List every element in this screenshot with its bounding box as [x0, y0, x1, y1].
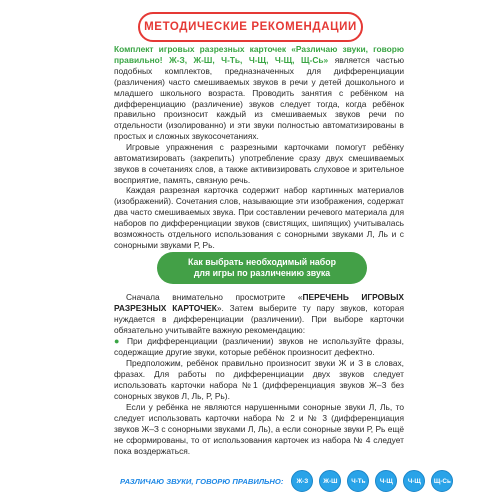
footer-series — [120, 470, 500, 492]
bullet-dot-icon: ● — [114, 336, 123, 346]
title-frame — [138, 12, 363, 42]
paragraph-sonorants: Если у ребёнка не являются нарушенными сонорные звуки Л, Ль, то следует использовать карточки набора № 2 и № 3 (дифференциация звуков Ж–З с сонорными звуками Л, Ль), а если сонорные звуки Р, Рь ещё не сформированы, то от использования карточек из набора № 4 следует пока воздержаться. — [114, 402, 404, 456]
badge-ch-shch: Ч-Щ — [375, 470, 397, 492]
badge-shch-s: Щ-Сь — [431, 470, 453, 492]
badge-zh-z: Ж-З — [291, 470, 313, 492]
page-title: МЕТОДИЧЕСКИЕ РЕКОМЕНДАЦИИ — [144, 21, 357, 33]
catalog-title: ПЕРЕЧЕНЬ ИГРОВЫХ РАЗРЕЗНЫХ КАРТОЧЕК — [114, 292, 404, 313]
paragraph-example: Предположим, ребёнок правильно произносит звуки Ж и З в словах, фразах. Для работы по дифференциации двух звуков следует использовать карточки набора №1 (дифференциация звуков Ж–З без сонорных звуков Л, Ль, Р, Рь). — [114, 358, 404, 401]
paragraph-exercises: Игровые упражнения с разрезными карточками помогут ребёнку автоматизировать (закрепить) употребление сразу двух смешиваемых звуков в сочетаниях слов, а также активизировать слуховое и зрительное восприятие, память, связную речь. — [114, 142, 404, 185]
badge-zh-sh: Ж-Ш — [319, 470, 341, 492]
series-label: РАЗЛИЧАЮ ЗВУКИ, ГОВОРЮ ПРАВИЛЬНО: — [120, 476, 284, 486]
recommendation-bullet — [114, 336, 404, 358]
paragraph-instructions — [114, 292, 404, 336]
intro-text: является частью подобных комплектов, предназначенных для дифференциации (различения) часто смешиваемых звуков в речи у детей дошкольного и младшего школьного возраста. Проводить занятия с ребёнком на дифференциацию (различение) звуков следует тогда, когда ребёнок правильно произносит каждый из смешиваемых звуков речи по отдельности (изолированно) и эти звуки полностью автоматизированы в простых и сложных звукосочетаниях. — [114, 54, 404, 142]
badge-ch-shch-2: Ч-Щ — [403, 470, 425, 492]
badge-ch-t: Ч-Ть — [347, 470, 369, 492]
instructions-text-start: Сначала внимательно просмотрите « — [126, 292, 303, 302]
banner-line-2: для игры по различению звука — [193, 268, 331, 278]
product-name: Комплект игровых разрезных карточек «Различаю звуки, говорю правильно! Ж-З, Ж-Ш, Ч-Ть, Ч-Щ, Ч-Щ, Щ-Сь» — [114, 44, 404, 65]
bullet-text: При дифференциации (различении) звуков не используйте фразы, содержащие другие звуки, которые ребёнок произносит дефектно. — [114, 336, 405, 357]
choose-set-banner — [157, 252, 367, 284]
banner-line-1: Как выбрать необходимый набор — [188, 257, 336, 267]
instructions-text-end: ». Затем выберите ту пару звуков, которая нуждается в дифференциации (различении). При выборе карточки обязательно учитывайте важную рекомендацию: — [114, 302, 404, 335]
intro-paragraph — [114, 44, 404, 142]
paragraph-cards: Каждая разрезная карточка содержит набор картинных материалов (изображений). Сочетания слов, называющие эти изображения, содержат два часто смешиваемых звука. При составлении речевого материала для наборов по дифференциации звуков (свистящих, шипящих) учитывалась возможность отдельного использования с сонорными звуками Л, Ль и с сонорными звуками Р, Рь. — [114, 185, 404, 250]
